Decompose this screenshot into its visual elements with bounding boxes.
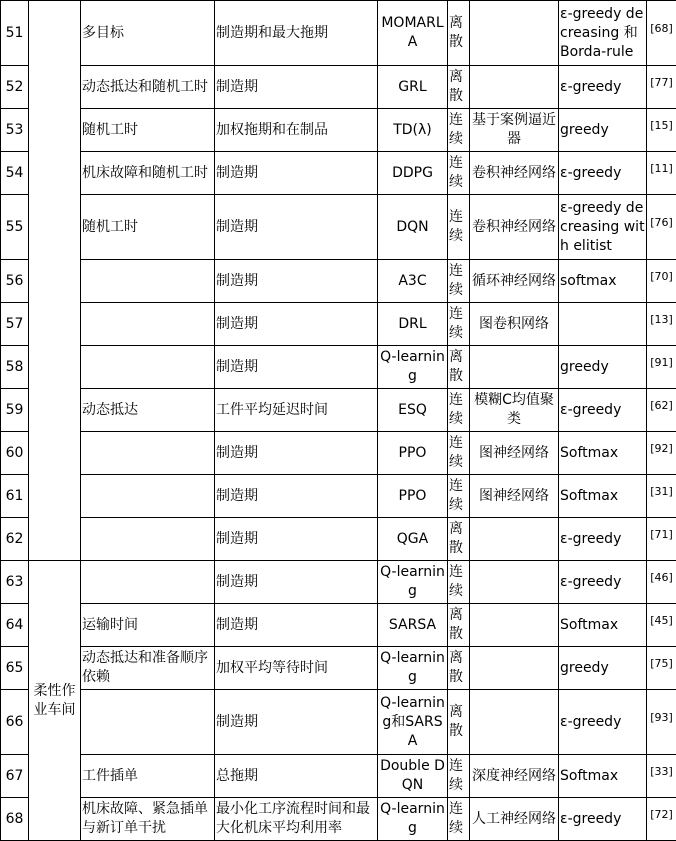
method-cell: QGA: [378, 518, 448, 561]
row-number: 60: [1, 432, 29, 475]
strategy-cell: ε-greedy decreasing 和 Borda-rule: [559, 1, 647, 66]
strategy-cell: greedy: [559, 647, 647, 690]
reference-label: [15]: [650, 119, 673, 132]
disturbance-cell: [81, 432, 215, 475]
row-number: 66: [1, 690, 29, 755]
reference-label: [13]: [650, 313, 673, 326]
table-row: [1, 346, 676, 389]
table-row: [1, 1, 676, 66]
reference-label: [62]: [650, 399, 673, 412]
strategy-cell: Softmax: [559, 604, 647, 647]
network-cell: [470, 346, 559, 389]
objective-cell: 制造期: [215, 152, 378, 195]
reference-label: [71]: [650, 528, 673, 541]
reference-label: [72]: [650, 808, 673, 821]
space-cell: 连续: [448, 389, 470, 432]
disturbance-cell: 随机工时: [81, 195, 215, 260]
method-cell: SARSA: [378, 604, 448, 647]
table-row: [1, 109, 676, 152]
method-cell: DQN: [378, 195, 448, 260]
disturbance-cell: 动态抵达: [81, 389, 215, 432]
disturbance-cell: 动态抵达和随机工时: [81, 66, 215, 109]
disturbance-cell: 工件插单: [81, 755, 215, 798]
table-row: [1, 561, 676, 604]
reference-label: [92]: [650, 442, 673, 455]
method-cell: DDPG: [378, 152, 448, 195]
network-cell: 深度神经网络: [470, 755, 559, 798]
reference-label: [33]: [650, 765, 673, 778]
objective-cell: 最小化工序流程时间和最大化机床平均利用率: [215, 798, 378, 841]
reference-cell: [647, 798, 676, 841]
disturbance-cell: 机床故障和随机工时: [81, 152, 215, 195]
network-cell: [470, 1, 559, 66]
reference-cell: [647, 389, 676, 432]
row-number: 53: [1, 109, 29, 152]
row-number: 55: [1, 195, 29, 260]
space-cell: 连续: [448, 561, 470, 604]
disturbance-cell: 多目标: [81, 1, 215, 66]
reference-cell: [647, 755, 676, 798]
reference-cell: [647, 109, 676, 152]
space-cell: 离散: [448, 1, 470, 66]
reference-label: [70]: [650, 270, 673, 283]
objective-cell: 制造期: [215, 604, 378, 647]
network-cell: 循环神经网络: [470, 260, 559, 303]
space-cell: 连续: [448, 303, 470, 346]
network-cell: 模糊C均值聚类: [470, 389, 559, 432]
reference-cell: [647, 260, 676, 303]
space-cell: 连续: [448, 475, 470, 518]
reference-cell: [647, 604, 676, 647]
row-number: 57: [1, 303, 29, 346]
network-cell: 卷积神经网络: [470, 152, 559, 195]
space-cell: 连续: [448, 798, 470, 841]
strategy-cell: softmax: [559, 260, 647, 303]
objective-cell: 制造期: [215, 260, 378, 303]
strategy-cell: [559, 303, 647, 346]
strategy-cell: ε-greedy: [559, 389, 647, 432]
method-cell: GRL: [378, 66, 448, 109]
row-number: 63: [1, 561, 29, 604]
row-number: 52: [1, 66, 29, 109]
objective-cell: 制造期: [215, 346, 378, 389]
method-cell: MOMARLA: [378, 1, 448, 66]
disturbance-cell: [81, 475, 215, 518]
reference-label: [46]: [650, 571, 673, 584]
objective-cell: 制造期: [215, 195, 378, 260]
method-cell: TD(λ): [378, 109, 448, 152]
shop-type-cell-2: 柔性作业车间: [29, 561, 81, 841]
row-number: 56: [1, 260, 29, 303]
space-cell: 连续: [448, 152, 470, 195]
shop-type-cell-1: [29, 1, 81, 561]
table-row: [1, 690, 676, 755]
objective-cell: 制造期和最大拖期: [215, 1, 378, 66]
reference-cell: [647, 195, 676, 260]
table-row: [1, 303, 676, 346]
method-cell: Q-learning: [378, 798, 448, 841]
row-number: 68: [1, 798, 29, 841]
reference-cell: [647, 346, 676, 389]
disturbance-cell: [81, 346, 215, 389]
table-row: [1, 475, 676, 518]
strategy-cell: ε-greedy: [559, 152, 647, 195]
objective-cell: 制造期: [215, 303, 378, 346]
row-number: 67: [1, 755, 29, 798]
disturbance-cell: 机床故障、紧急插单与新订单干扰: [81, 798, 215, 841]
reference-label: [11]: [650, 162, 673, 175]
network-cell: [470, 604, 559, 647]
method-cell: Double DQN: [378, 755, 448, 798]
network-cell: [470, 561, 559, 604]
reference-cell: [647, 475, 676, 518]
row-number: 62: [1, 518, 29, 561]
table-row: [1, 195, 676, 260]
network-cell: [470, 647, 559, 690]
strategy-cell: ε-greedy: [559, 798, 647, 841]
strategy-cell: greedy: [559, 346, 647, 389]
table-row: [1, 647, 676, 690]
objective-cell: 制造期: [215, 66, 378, 109]
table-row: [1, 389, 676, 432]
space-cell: 离散: [448, 518, 470, 561]
table-row: [1, 518, 676, 561]
row-number: 54: [1, 152, 29, 195]
network-cell: [470, 518, 559, 561]
reference-label: [93]: [650, 711, 673, 724]
reference-cell: [647, 518, 676, 561]
reference-cell: [647, 66, 676, 109]
table-row: [1, 152, 676, 195]
space-cell: 离散: [448, 346, 470, 389]
strategy-cell: ε-greedy: [559, 518, 647, 561]
space-cell: 连续: [448, 260, 470, 303]
objective-cell: 制造期: [215, 561, 378, 604]
reference-label: [91]: [650, 356, 673, 369]
method-cell: Q-learning: [378, 647, 448, 690]
reference-label: [68]: [650, 22, 673, 35]
network-cell: 基于案例逼近器: [470, 109, 559, 152]
row-number: 65: [1, 647, 29, 690]
space-cell: 连续: [448, 195, 470, 260]
network-cell: [470, 690, 559, 755]
strategy-cell: greedy: [559, 109, 647, 152]
reference-cell: [647, 561, 676, 604]
objective-cell: 制造期: [215, 432, 378, 475]
strategy-cell: Softmax: [559, 432, 647, 475]
objective-cell: 制造期: [215, 475, 378, 518]
disturbance-cell: [81, 561, 215, 604]
table-row: [1, 604, 676, 647]
space-cell: 离散: [448, 690, 470, 755]
disturbance-cell: 运输时间: [81, 604, 215, 647]
network-cell: 图卷积网络: [470, 303, 559, 346]
row-number: 58: [1, 346, 29, 389]
row-number: 61: [1, 475, 29, 518]
network-cell: 图神经网络: [470, 475, 559, 518]
space-cell: 连续: [448, 755, 470, 798]
network-cell: [470, 66, 559, 109]
reference-cell: [647, 1, 676, 66]
network-cell: 卷积神经网络: [470, 195, 559, 260]
method-cell: Q-learning: [378, 346, 448, 389]
method-cell: PPO: [378, 475, 448, 518]
space-cell: 离散: [448, 604, 470, 647]
reference-label: [76]: [650, 216, 673, 229]
space-cell: 离散: [448, 66, 470, 109]
reference-cell: [647, 647, 676, 690]
reference-cell: [647, 690, 676, 755]
reference-label: [31]: [650, 485, 673, 498]
space-cell: 连续: [448, 432, 470, 475]
disturbance-cell: 随机工时: [81, 109, 215, 152]
disturbance-cell: [81, 518, 215, 561]
objective-cell: 总拖期: [215, 755, 378, 798]
disturbance-cell: 动态抵达和准备顺序依赖: [81, 647, 215, 690]
strategy-cell: Softmax: [559, 755, 647, 798]
reference-label: [45]: [650, 614, 673, 627]
objective-cell: 制造期: [215, 690, 378, 755]
strategy-cell: Softmax: [559, 475, 647, 518]
disturbance-cell: [81, 303, 215, 346]
space-cell: 离散: [448, 647, 470, 690]
method-cell: A3C: [378, 260, 448, 303]
table-row: [1, 755, 676, 798]
strategy-cell: ε-greedy: [559, 690, 647, 755]
strategy-cell: ε-greedy: [559, 561, 647, 604]
reference-label: [75]: [650, 657, 673, 670]
method-cell: PPO: [378, 432, 448, 475]
disturbance-cell: [81, 260, 215, 303]
objective-cell: 工件平均延迟时间: [215, 389, 378, 432]
disturbance-cell: [81, 690, 215, 755]
method-cell: ESQ: [378, 389, 448, 432]
method-cell: DRL: [378, 303, 448, 346]
reference-cell: [647, 432, 676, 475]
strategy-cell: ε-greedy: [559, 66, 647, 109]
strategy-cell: ε-greedy decreasing with elitist: [559, 195, 647, 260]
method-cell: Q-learning: [378, 561, 448, 604]
objective-cell: 制造期: [215, 518, 378, 561]
method-cell: Q-learning和SARSA: [378, 690, 448, 755]
row-number: 59: [1, 389, 29, 432]
table-row: [1, 260, 676, 303]
reference-label: [77]: [650, 76, 673, 89]
row-number: 64: [1, 604, 29, 647]
row-number: 51: [1, 1, 29, 66]
space-cell: 连续: [448, 109, 470, 152]
table-row: [1, 798, 676, 841]
objective-cell: 加权平均等待时间: [215, 647, 378, 690]
network-cell: 图神经网络: [470, 432, 559, 475]
reference-cell: [647, 303, 676, 346]
objective-cell: 加权拖期和在制品: [215, 109, 378, 152]
reference-cell: [647, 152, 676, 195]
table-row: [1, 66, 676, 109]
network-cell: 人工神经网络: [470, 798, 559, 841]
table-row: [1, 432, 676, 475]
